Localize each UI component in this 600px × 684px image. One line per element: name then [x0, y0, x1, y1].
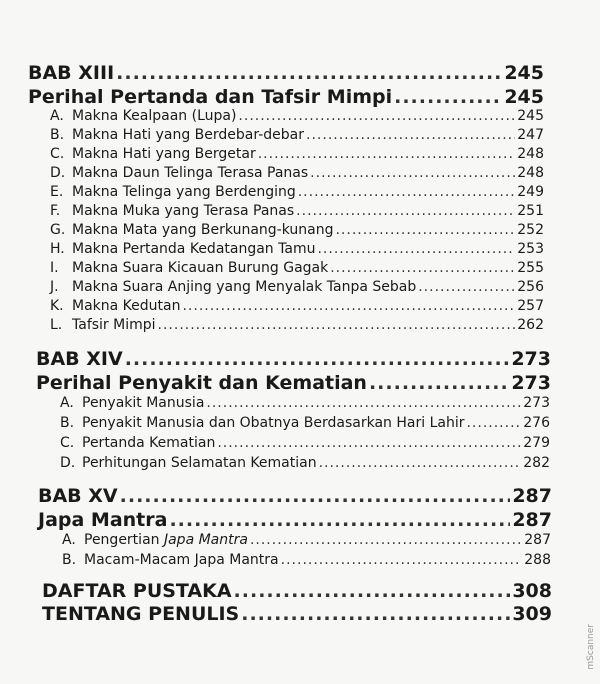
toc-entry[interactable] — [50, 203, 544, 219]
entry-letter: J. — [50, 279, 59, 295]
page-number: 251 — [517, 203, 544, 219]
entry-letter: A. — [60, 395, 74, 411]
leader-dots — [116, 62, 502, 84]
entry-letter: B. — [50, 127, 65, 143]
page-number: 287 — [524, 532, 551, 548]
entry-letter: D. — [50, 165, 66, 181]
entry-title: Penyakit Manusia dan Obatnya Berdasarkan Hari Lahir — [82, 415, 465, 431]
leader-dots — [335, 222, 515, 238]
toc-entry[interactable] — [50, 260, 544, 276]
chapter-number: BAB XIV — [36, 348, 123, 370]
page-number: 257 — [517, 298, 544, 314]
page-number: 273 — [523, 395, 550, 411]
entry-title: Makna Kedutan — [72, 298, 181, 314]
entry-letter: B. — [62, 552, 77, 568]
toc-entry[interactable] — [62, 532, 551, 548]
page-number: 247 — [517, 127, 544, 143]
chapter-number: BAB XV — [38, 485, 118, 507]
entry-title: Makna Daun Telinga Terasa Panas — [72, 165, 309, 181]
entry-title: Perhitungan Selamatan Kematian — [82, 455, 317, 471]
toc-chapter[interactable] — [28, 62, 544, 84]
leader-dots — [466, 415, 521, 431]
entry-letter: A. — [50, 108, 64, 124]
leader-dots — [241, 603, 510, 625]
toc-entry[interactable] — [50, 108, 544, 124]
entry-letter: H. — [50, 241, 65, 257]
page-number: 245 — [504, 62, 544, 84]
chapter-title: Perihal Penyakit dan Kematian — [36, 372, 367, 394]
toc-chapter[interactable] — [36, 348, 551, 370]
leader-dots — [217, 435, 521, 451]
entry-title: Makna Telinga yang Berdenging — [72, 184, 296, 200]
leader-dots — [394, 86, 502, 108]
leader-dots — [169, 509, 510, 531]
entry-title: Makna Mata yang Berkunang-kunang — [72, 222, 334, 238]
toc-entry[interactable] — [60, 415, 550, 431]
leader-dots — [234, 580, 511, 602]
chapter-number: BAB XIII — [28, 62, 115, 84]
leader-dots — [330, 260, 515, 276]
toc-entry[interactable] — [50, 241, 544, 257]
scanner-watermark: mScanner — [586, 624, 596, 670]
toc-back-matter[interactable] — [42, 603, 552, 625]
entry-letter: A. — [62, 532, 76, 548]
entry-title: Macam-Macam Japa Mantra — [84, 552, 279, 568]
entry-title: Penyakit Manusia — [82, 395, 205, 411]
page-number: 245 — [504, 86, 544, 108]
leader-dots — [206, 395, 521, 411]
entry-title: Tafsir Mimpi — [72, 317, 156, 333]
page-number: 248 — [517, 146, 544, 162]
page-number: 282 — [523, 455, 550, 471]
page-number: 288 — [524, 552, 551, 568]
entry-title: Makna Hati yang Bergetar — [72, 146, 256, 162]
entry-letter: C. — [60, 435, 75, 451]
leader-dots — [319, 455, 522, 471]
page-number: 287 — [512, 485, 552, 507]
page-number: 279 — [523, 435, 550, 451]
page-number: 245 — [517, 108, 544, 124]
entry-letter: K. — [50, 298, 64, 314]
toc-chapter-heading[interactable] — [38, 509, 552, 531]
toc-chapter-heading[interactable] — [28, 86, 544, 108]
toc-entry[interactable] — [50, 317, 544, 333]
page-number: 249 — [517, 184, 544, 200]
toc-entry[interactable] — [60, 395, 550, 411]
leader-dots — [250, 532, 522, 548]
leader-dots — [238, 108, 515, 124]
entry-title: Makna Suara Anjing yang Menyalak Tanpa Sebab — [72, 279, 417, 295]
toc-chapter-heading[interactable] — [36, 372, 551, 394]
back-matter-title: TENTANG PENULIS — [42, 603, 240, 625]
entry-letter: D. — [60, 455, 76, 471]
toc-entry[interactable] — [50, 184, 544, 200]
leader-dots — [306, 127, 515, 143]
entry-letter: L. — [50, 317, 63, 333]
toc-entry[interactable] — [50, 298, 544, 314]
toc-entry[interactable] — [50, 146, 544, 162]
leader-dots — [258, 146, 516, 162]
page-number: 262 — [517, 317, 544, 333]
leader-dots — [120, 485, 511, 507]
entry-letter: E. — [50, 184, 64, 200]
leader-dots — [182, 298, 515, 314]
leader-dots — [317, 241, 515, 257]
entry-letter: F. — [50, 203, 61, 219]
toc-back-matter[interactable] — [42, 580, 552, 602]
page-number: 273 — [511, 372, 551, 394]
entry-title: Makna Hati yang Berdebar-debar — [72, 127, 305, 143]
entry-letter: G. — [50, 222, 66, 238]
page-number: 309 — [512, 603, 552, 625]
toc-entry[interactable] — [60, 455, 550, 471]
leader-dots — [281, 552, 523, 568]
leader-dots — [125, 348, 510, 370]
back-matter-title: DAFTAR PUSTAKA — [42, 580, 232, 602]
entry-letter: I. — [50, 260, 59, 276]
leader-dots — [298, 184, 516, 200]
toc-entry[interactable] — [50, 127, 544, 143]
entry-letter: B. — [60, 415, 75, 431]
entry-letter: C. — [50, 146, 65, 162]
chapter-title: Japa Mantra — [38, 509, 168, 531]
toc-chapter[interactable] — [38, 485, 552, 507]
entry-title-italic: Japa Mantra — [163, 532, 248, 548]
page-number: 287 — [512, 509, 552, 531]
leader-dots — [369, 372, 509, 394]
entry-title-prefix: Pengertian — [84, 532, 164, 548]
page-number: 248 — [517, 165, 544, 181]
chapter-title: Perihal Pertanda dan Tafsir Mimpi — [28, 86, 393, 108]
toc-entry[interactable] — [60, 435, 550, 451]
leader-dots — [158, 317, 516, 333]
leader-dots — [418, 279, 515, 295]
page-number: 273 — [511, 348, 551, 370]
leader-dots — [310, 165, 515, 181]
page-number: 252 — [517, 222, 544, 238]
page-number: 255 — [517, 260, 544, 276]
leader-dots — [296, 203, 515, 219]
page-number: 256 — [517, 279, 544, 295]
entry-title: Makna Kealpaan (Lupa) — [72, 108, 237, 124]
entry-title: Makna Muka yang Terasa Panas — [72, 203, 295, 219]
entry-title: Pertanda Kematian — [82, 435, 216, 451]
toc-entry[interactable] — [50, 222, 544, 238]
toc-entry[interactable] — [62, 552, 551, 568]
toc-entry[interactable] — [50, 279, 544, 295]
entry-title: Makna Pertanda Kedatangan Tamu — [72, 241, 316, 257]
entry-title: Makna Suara Kicauan Burung Gagak — [72, 260, 329, 276]
toc-entry[interactable] — [50, 165, 544, 181]
page-number: 253 — [517, 241, 544, 257]
page-number: 308 — [512, 580, 552, 602]
page-number: 276 — [523, 415, 550, 431]
